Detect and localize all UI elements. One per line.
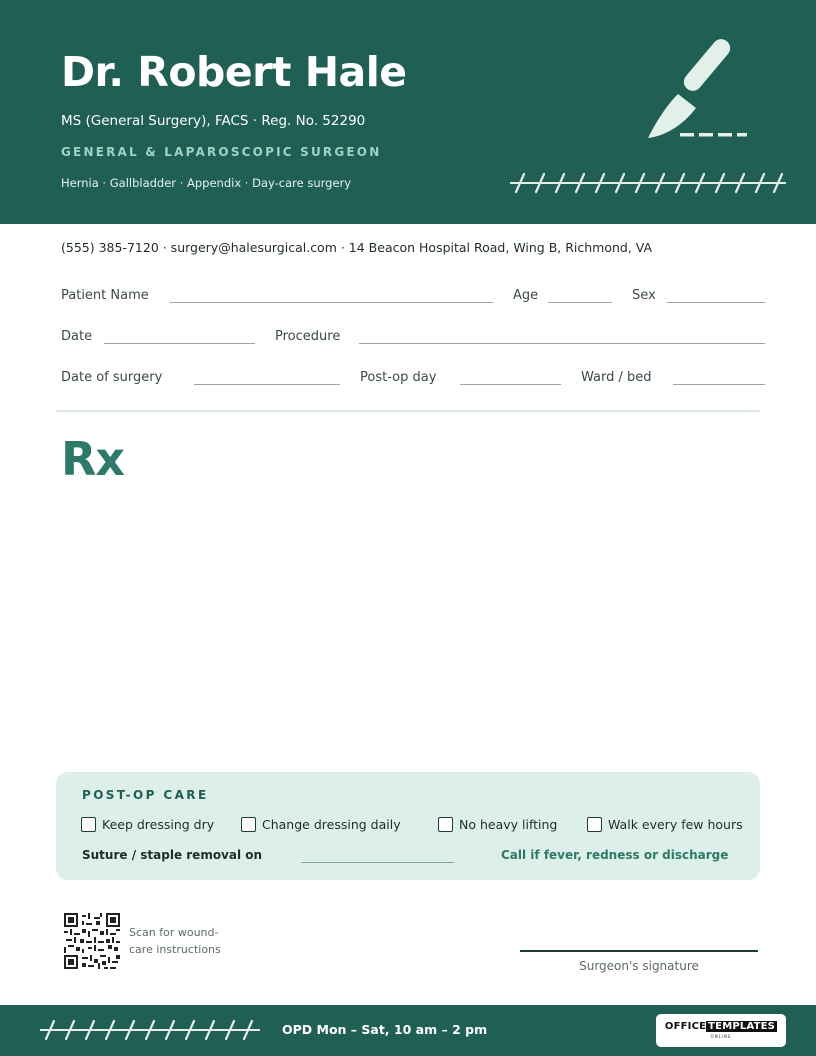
ward-bed-label: Ward / bed bbox=[581, 370, 652, 385]
warning-text: Call if fever, redness or discharge bbox=[501, 848, 729, 862]
date-label: Date bbox=[61, 329, 93, 344]
care-item-no-heavy-lifting[interactable] bbox=[438, 817, 557, 832]
care-item-change-dressing-daily[interactable] bbox=[241, 817, 401, 832]
patient-name-label: Patient Name bbox=[61, 288, 149, 303]
brand-logo-word-office: OFFICE bbox=[664, 1021, 707, 1032]
sex-label: Sex bbox=[632, 288, 656, 303]
rx-symbol: Rx bbox=[61, 432, 125, 486]
care-item-label: No heavy lifting bbox=[459, 817, 558, 832]
contact-line: (555) 385-7120 · surgery@halesurgical.com · 14 Beacon Hospital Road, Wing B, Richmond, VA bbox=[61, 240, 653, 255]
ward-bed-field[interactable] bbox=[673, 384, 765, 385]
services-list: Hernia · Gallbladder · Appendix · Day-care surgery bbox=[61, 176, 352, 190]
brand-logo-word-templates: TEMPLATES bbox=[708, 1021, 776, 1032]
date-of-surgery-field[interactable] bbox=[194, 384, 340, 385]
patient-name-field[interactable] bbox=[170, 302, 493, 303]
doctor-name: Dr. Robert Hale bbox=[61, 48, 407, 96]
suture-removal-label: Suture / staple removal on bbox=[82, 848, 263, 862]
qr-code-icon[interactable] bbox=[64, 913, 120, 969]
post-op-day-label: Post-op day bbox=[360, 370, 437, 385]
post-op-care-title: POST-OP CARE bbox=[82, 788, 209, 802]
brand-logo[interactable] bbox=[656, 1014, 786, 1047]
care-item-keep-dressing-dry[interactable] bbox=[81, 817, 214, 832]
care-item-label: Change dressing daily bbox=[262, 817, 401, 832]
opd-hours: OPD Mon – Sat, 10 am – 2 pm bbox=[282, 1022, 488, 1037]
procedure-field[interactable] bbox=[359, 343, 765, 344]
care-item-label: Walk every few hours bbox=[608, 817, 743, 832]
suture-stitch-decoration bbox=[508, 168, 788, 198]
age-field[interactable] bbox=[548, 302, 612, 303]
prescription-area[interactable] bbox=[56, 495, 760, 755]
checkbox[interactable] bbox=[587, 817, 602, 832]
sex-field[interactable] bbox=[667, 302, 765, 303]
brand-logo-subtext: ONLINE bbox=[710, 1034, 732, 1039]
signature-label: Surgeon's signature bbox=[579, 959, 699, 973]
doctor-credentials: MS (General Surgery), FACS · Reg. No. 52290 bbox=[61, 113, 366, 129]
age-label: Age bbox=[513, 288, 539, 303]
scalpel-icon bbox=[640, 32, 760, 142]
checkbox[interactable] bbox=[241, 817, 256, 832]
suture-removal-field[interactable] bbox=[301, 862, 454, 863]
care-item-label: Keep dressing dry bbox=[102, 817, 215, 832]
doctor-specialty: GENERAL & LAPAROSCOPIC SURGEON bbox=[61, 145, 382, 159]
suture-stitch-decoration bbox=[38, 1016, 262, 1044]
signature-line[interactable] bbox=[520, 950, 758, 952]
brand-logo-text bbox=[656, 1021, 786, 1032]
date-field[interactable] bbox=[104, 343, 255, 344]
checkbox[interactable] bbox=[81, 817, 96, 832]
section-divider bbox=[56, 410, 760, 412]
post-op-day-field[interactable] bbox=[460, 384, 561, 385]
procedure-label: Procedure bbox=[275, 329, 341, 344]
checkbox[interactable] bbox=[438, 817, 453, 832]
care-item-walk-every-few-hours[interactable] bbox=[587, 817, 743, 832]
date-of-surgery-label: Date of surgery bbox=[61, 370, 163, 385]
qr-caption: Scan for wound-care instructions bbox=[129, 926, 221, 956]
